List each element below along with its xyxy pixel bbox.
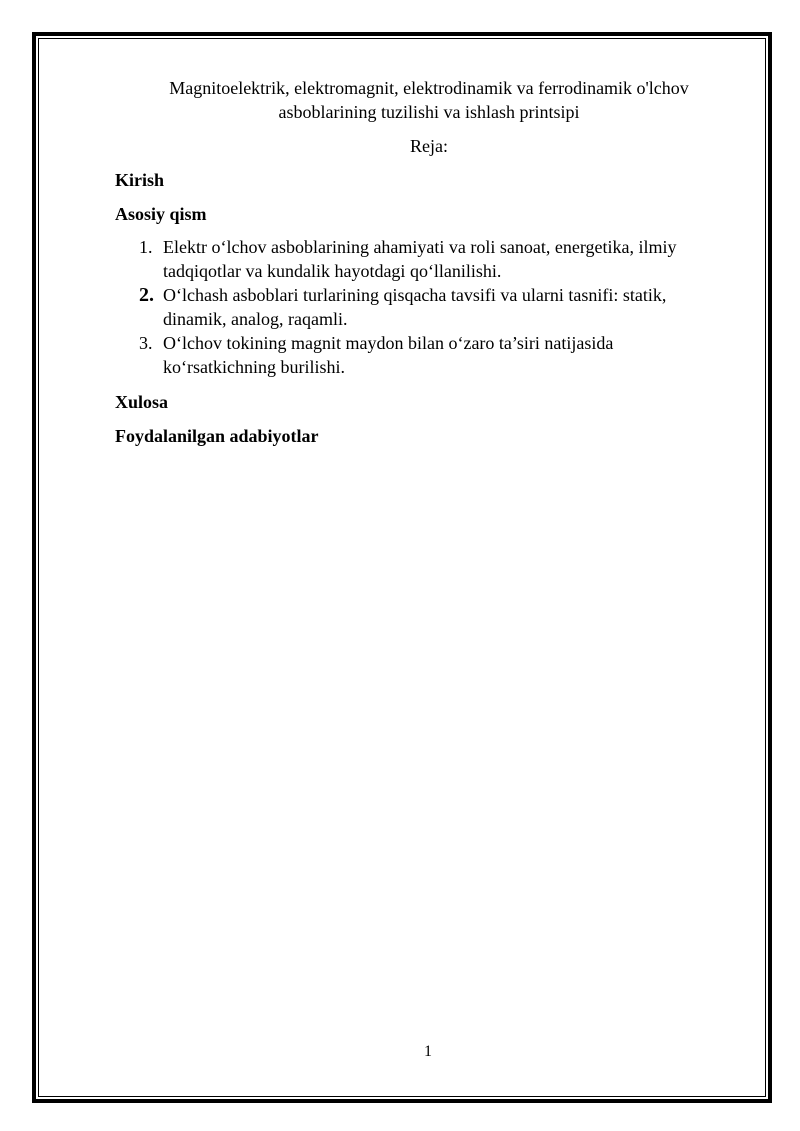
document-title	[115, 76, 743, 124]
page-border-inner	[38, 38, 766, 1097]
main-heading: Asosiy qism	[115, 204, 207, 224]
list-item	[115, 331, 715, 379]
list-item-number: 2.	[139, 284, 154, 306]
list-item-number: 3.	[139, 333, 153, 353]
title-line-2: asboblarining tuzilishi va ishlash printsipi	[278, 102, 580, 122]
intro-heading: Kirish	[115, 170, 165, 190]
page-number: 1	[424, 1043, 432, 1060]
title-line-1: Magnitoelektrik, elektromagnit, elektrodinamik va ferrodinamik o'lchov	[169, 78, 689, 98]
list-item	[115, 235, 715, 283]
list-item-text: Elektr o‘lchov asboblarining ahamiyati va roli sanoat, energetika, ilmiy tadqiqotlar va kundalik hayotdagi qo‘llanilishi.	[163, 237, 677, 281]
list-item-text: O‘lchov tokining magnit maydon bilan o‘zaro ta’siri natijasida ko‘rsatkichning burilishi.	[163, 333, 614, 377]
references-heading: Foydalanilgan adabiyotlar	[115, 426, 319, 446]
list-item	[115, 283, 715, 331]
conclusion-heading: Xulosa	[115, 392, 169, 412]
list-item-number: 1.	[139, 237, 153, 257]
list-item-text: O‘lchash asboblari turlarining qisqacha tavsifi va ularni tasnifi: statik, dinamik, analog, raqamli.	[163, 285, 667, 329]
plan-label: Reja:	[410, 136, 448, 156]
plan-list	[115, 235, 715, 379]
